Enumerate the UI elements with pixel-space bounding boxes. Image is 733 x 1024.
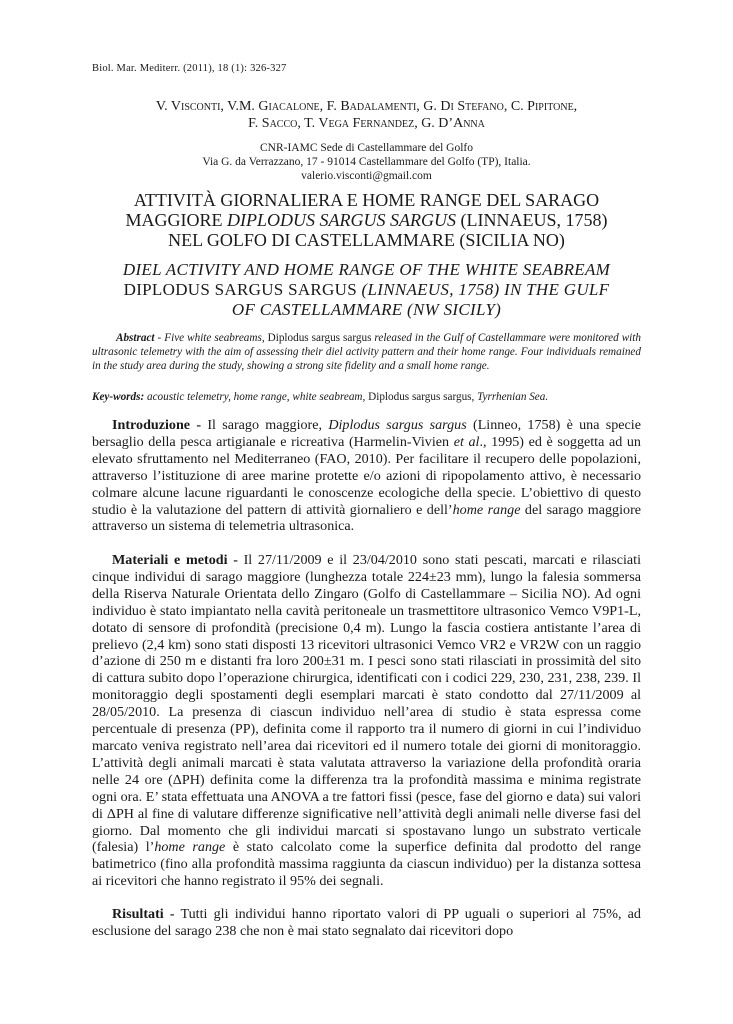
body-text: è stato calcolato come la superfice definita dal prodotto del range batimetrico (fino alla profondità massima raggiunta da ciascun individuo) per la distanza sottesa ai ricevitori che hanno registrato il 95% dei segnali. xyxy=(92,839,641,890)
title-text: (LINNAEUS, 1758) xyxy=(456,210,608,230)
abstract-text: - Five white seabreams, xyxy=(154,332,268,344)
author-line: F. Sacco, T. Vega Fernandez, G. D’Anna xyxy=(248,116,485,131)
section-introduction xyxy=(92,417,641,535)
species-name: DIPLODUS SARGUS SARGUS xyxy=(123,280,357,299)
body-text: (Linneo, 1758) è una specie bersaglio della pesca artigianale e ricreativa (Harmelin-Vivien xyxy=(92,417,641,450)
keywords xyxy=(92,390,641,404)
body-text: del sarago maggiore attraverso un sistema di telemetria ultrasonica. xyxy=(92,501,642,535)
keywords-text: , Tyrrhenian Sea. xyxy=(471,391,549,403)
keywords-text: acoustic telemetry, home range, white seabream, xyxy=(144,391,369,403)
body-text: Il sarago maggiore, xyxy=(201,417,329,433)
author-list xyxy=(80,98,653,132)
affiliation-address: Via G. da Verrazzano, 17 - 91014 Castellammare del Golfo (TP), Italia. xyxy=(202,156,531,168)
title-line: ATTIVITÀ GIORNALIERA E HOME RANGE DEL SARAGO xyxy=(133,190,600,210)
body-text: Il 27/11/2009 e il 23/04/2010 sono stati pescati, marcati e rilasciati cinque individui di sarago maggiore (lunghezza totale 224±23 mm), lungo la falesia sommersa della Riserva Naturale Orientata dello Zingaro (Golfo di Castellammare – Sicilia NO). Ad ogni individuo è stato impiantato nella cavità peritoneale un trasmettitore ultrasonico Vemco V9P1-L, dotato di sensore di profondità (precisione 0,4 m). Lungo la fascia costiera antistante l’area di prelievo (2,4 km) sono stati disposti 13 ricevitori ultrasonici Vemco VR2 e VR2W con un raggio d’azione di 250 m e distanti fra loro 200±31 m. I pesci sono stati rilasciati in prossimità del sito di cattura subito dopo l’operazione chirurgica, identificati con i codici 229, 230, 231, 238, 239. Il monitoraggio degli spostamenti degli esemplari marcati è stato condotto dal 27/11/2009 al 28/05/2010. La presenza di ciascun individuo nell’area di studio è stata espressa come percentuale di presenza (PP), definita come il rapporto tra il numero di giorni in cui l’individuo marcato veniva registrato nell’area dai ricevitori ed il numero totale dei giorni di monitoraggio. L’attività degli animali marcati è stata valutata attraverso la variazione della profondità oraria nelle 24 ore (ΔPH) definita come la differenza tra la profondità massima e minima registrate ogni ora. E’ stata effettuata una ANOVA a tre fattori fissi (pesce, fase del giorno e data) sui valori di ΔPH al fine di valutare differenze significative nell’attività degli animali nelle diverse fasi del giorno. Dal momento che gli individui marcati si spostavano lungo un substrato verticale (falesia) l’ xyxy=(92,552,641,856)
body-text: Tutti gli individui hanno riportato valori di PP uguali o superiori al 75%, ad esclusione del sarago 238 che non è mai stato segnalato dai ricevitori dopo xyxy=(92,906,641,939)
section-heading: Materiali e metodi - xyxy=(112,552,238,568)
title-english xyxy=(80,260,653,320)
section-methods xyxy=(92,552,641,890)
species-name: DIPLODUS SARGUS SARGUS xyxy=(227,210,456,230)
home-range-term: home range xyxy=(452,501,521,518)
section-heading: Risultati - xyxy=(112,906,175,922)
title-line xyxy=(80,210,653,230)
abstract xyxy=(92,331,641,373)
title-line: NEL GOLFO DI CASTELLAMMARE (SICILIA NO) xyxy=(168,230,565,250)
title-text: DIEL ACTIVITY AND HOME RANGE OF THE WHITE SEABREAM xyxy=(122,260,611,279)
title-italian xyxy=(80,190,653,250)
abstract-text: released in the Gulf of Castellammare were monitored with ultrasonic telemetry with the aim of assessing their diel activity pattern and their home range. Four individuals remained in the study area during the study, showing a strong site fidelity and a small home range. xyxy=(92,332,641,372)
author-line: V. Visconti, V.M. Giacalone, F. Badalamenti, G. Di Stefano, C. Pipitone, xyxy=(155,99,578,114)
species-name: Diplodus sargus sargus xyxy=(328,417,467,433)
title-line xyxy=(80,280,653,300)
species-name: Diplodus sargus sargus xyxy=(368,391,472,403)
title-line xyxy=(80,300,653,320)
affiliation xyxy=(80,141,653,183)
affiliation-line: CNR-IAMC Sede di Castellammare del Golfo xyxy=(259,142,474,154)
section-heading: Introduzione - xyxy=(112,417,202,433)
title-text: OF CASTELLAMMARE (NW SICILY) xyxy=(231,300,502,319)
keywords-label: Key-words: xyxy=(92,391,145,403)
species-name: Diplodus sargus sargus xyxy=(267,332,372,344)
abstract-label: Abstract xyxy=(116,332,155,344)
home-range-term: home range xyxy=(154,839,226,856)
title-line xyxy=(80,260,653,280)
section-results xyxy=(92,906,641,940)
title-text: (LINNAEUS, 1758) IN THE GULF xyxy=(356,280,610,299)
author-email: valerio.visconti@gmail.com xyxy=(301,170,432,182)
title-text: MAGGIORE xyxy=(125,210,228,230)
body-text: ., 1995) ed è soggetta ad un elevato sfruttamento nel Mediterraneo (FAO, 2010). Per facilitare il recupero delle popolazioni, attraverso l’istituzione di aree marine protette e/o azioni di ripopolamento attivo, è necessario colmare alcune lacune riguardanti le conoscenze ecologiche della specie. L’obiettivo di questo studio è la valutazione del pattern di attività giornaliero e dell’ xyxy=(92,433,641,518)
running-head: Biol. Mar. Mediterr. (2011), 18 (1): 326-327 xyxy=(92,63,287,74)
et-al: et al xyxy=(453,433,480,450)
